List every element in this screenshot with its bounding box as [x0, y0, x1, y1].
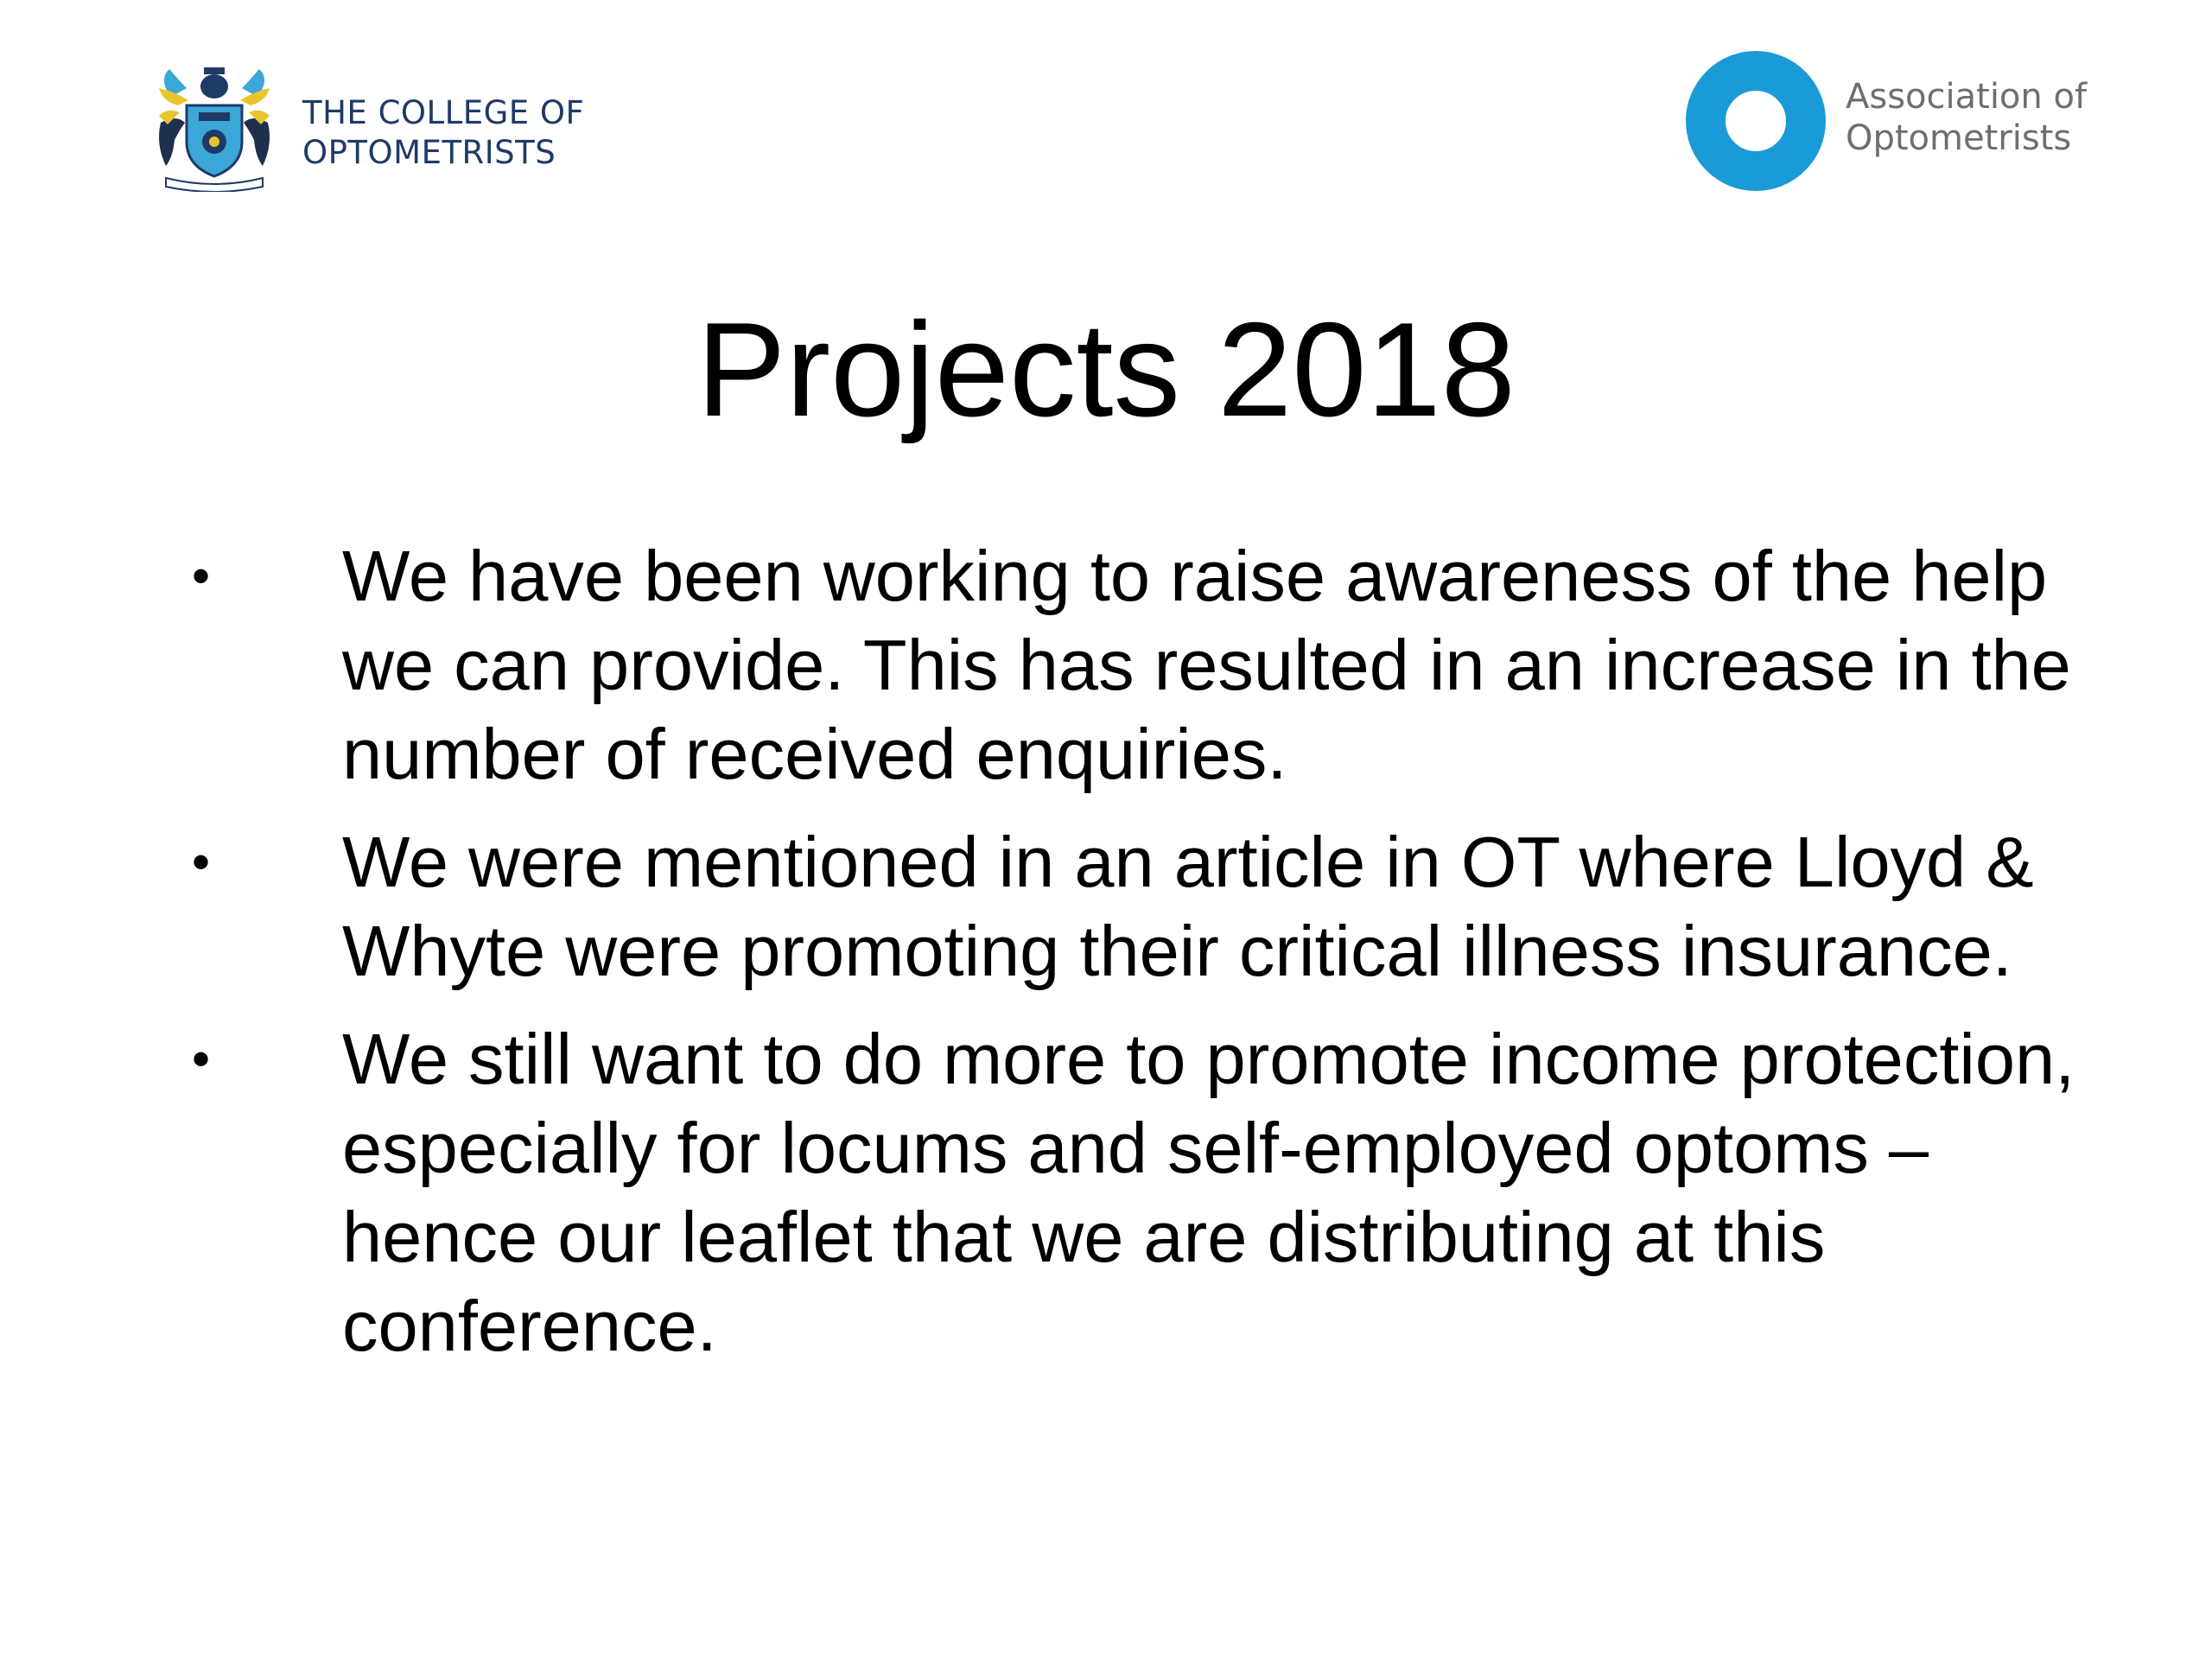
bullet-marker: •: [192, 547, 211, 605]
college-of-optometrists-logo: [154, 62, 603, 200]
bullet-marker: •: [192, 1030, 211, 1088]
bullet-text: We have been working to raise awareness of the help we can provide. This has resulted in an increase in the number of received enquiries.: [342, 536, 2071, 794]
slide-title: Projects 2018: [696, 295, 1516, 444]
college-name-line1: THE COLLEGE OF: [302, 94, 585, 131]
bullet-item: [181, 1014, 2082, 1370]
bullet-item: [181, 817, 2082, 995]
college-name-line2: OPTOMETRISTS: [302, 134, 556, 171]
association-name-line1: Association of: [1846, 77, 2088, 117]
bullet-text: We were mentioned in an article in OT where Lloyd & Whyte were promoting their critical illness insurance.: [342, 822, 2034, 991]
college-crest-icon: [154, 62, 275, 192]
college-name: [302, 93, 584, 173]
association-name-line2: Optometrists: [1846, 118, 2072, 158]
association-name: [1846, 76, 2087, 159]
association-of-optometrists-logo: [1685, 50, 2100, 197]
bullet-item: [181, 531, 2082, 798]
bullet-marker: •: [192, 833, 211, 891]
bullet-text: We still want to do more to promote income protection, especially for locums and self-employed optoms – hence our leaflet that we are distributing at this conference.: [342, 1019, 2075, 1366]
aop-ring-icon: [1685, 50, 1827, 192]
bullet-list: [181, 531, 2082, 1389]
